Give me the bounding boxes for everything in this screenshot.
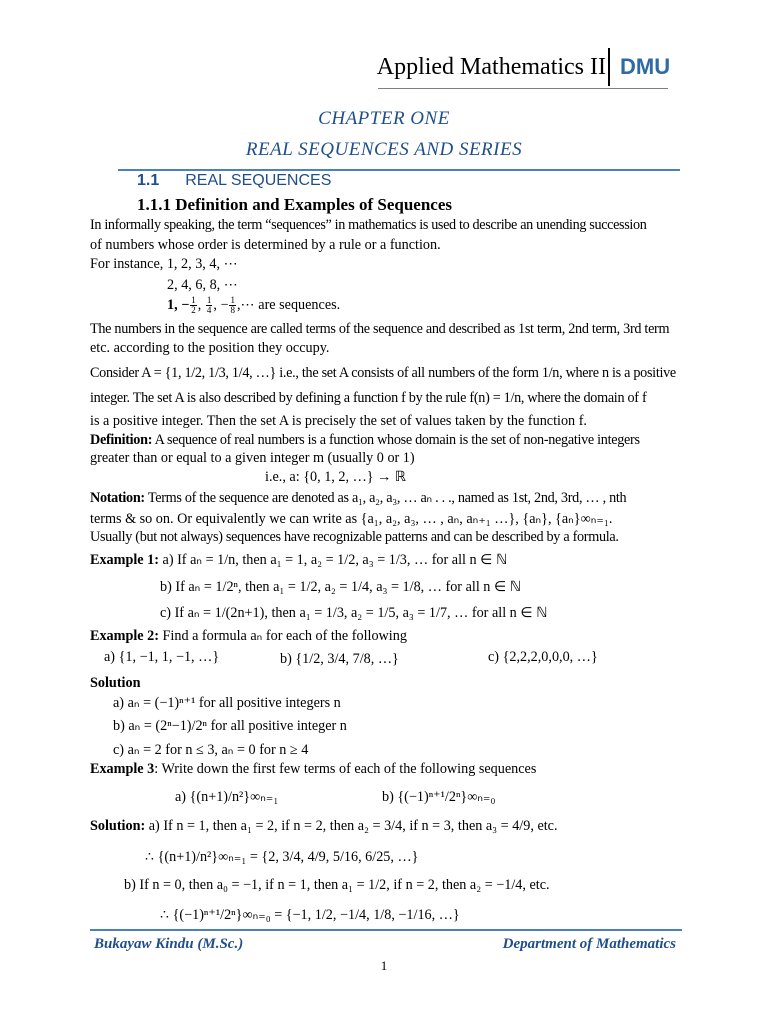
example-label: Example 1: <box>90 552 159 568</box>
solution-label: Solution: <box>90 818 146 834</box>
paragraph-line: etc. according to the position they occupy. <box>90 340 330 356</box>
chapter-title: REAL SEQUENCES AND SERIES <box>245 139 523 160</box>
chapter-rule <box>118 169 680 171</box>
section-heading <box>137 172 331 190</box>
paragraph-line: is a positive integer. Then the set A is precisely the set of values taken by the function f. <box>90 413 587 429</box>
example-label: Example 3 <box>90 761 155 777</box>
fraction: $\frac{1}{8}$ <box>230 295 235 316</box>
definition-line <box>90 431 640 449</box>
header-rule <box>378 88 668 89</box>
example-item: c) {2,2,2,0,0,0, …} <box>488 649 598 665</box>
example-item: b) {1/2, 3/4, 7/8, …} <box>280 651 399 667</box>
page-number: 1 <box>380 958 388 973</box>
example-line <box>90 760 536 778</box>
solution-line: b) If n = 0, then a₀ = −1, if n = 1, then a₁ = 1/2, if n = 2, then a₂ = −1/4, etc. <box>124 877 550 893</box>
document-title: Applied Mathematics II <box>376 54 606 80</box>
example-line <box>90 627 407 645</box>
definition-label: Definition: <box>90 432 153 448</box>
header-divider <box>608 48 610 86</box>
paragraph-line: Consider A = {1, 1/2, 1/3, 1/4, …} i.e., the set A consists of all numbers of the form 1/n, where n is a positive <box>90 365 676 381</box>
solution-result: ∴ {(n+1)/n²}∞ₙ₌₁ = {2, 3/4, 4/9, 5/16, 6/25, …} <box>145 849 419 865</box>
notation-line <box>90 489 626 507</box>
definition-text: A sequence of real numbers is a function whose domain is the set of non-negative integers <box>152 432 640 448</box>
paragraph-line: 2, 4, 6, 8, ⋯ <box>167 277 238 293</box>
example-text: a) If aₙ = 1/n, then a₁ = 1, a₂ = 1/2, a₃ = 1/3, … for all n ∈ ℕ <box>158 552 508 568</box>
solution-line: b) aₙ = (2ⁿ−1)/2ⁿ for all positive integer n <box>113 718 347 734</box>
example-item: b) {(−1)ⁿ⁺¹/2ⁿ}∞ₙ₌₀ <box>382 789 496 805</box>
seq-prefix: 1, − <box>167 297 190 313</box>
footer-rule <box>90 929 682 931</box>
solution-line: c) aₙ = 2 for n ≤ 3, aₙ = 0 for n ≥ 4 <box>113 742 309 758</box>
example-item: a) {(n+1)/n²}∞ₙ₌₁ <box>175 789 279 805</box>
notation-text: Terms of the sequence are denoted as a₁, a₂, a₃, … aₙ . . ., named as 1st, 2nd, 3rd, … , nth <box>144 490 627 506</box>
department-name: Department of Mathematics <box>502 936 676 952</box>
example-item: a) {1, −1, 1, −1, …} <box>104 649 220 665</box>
fraction: $\frac{1}{2}$ <box>191 295 196 316</box>
example-text: Find a formula aₙ for each of the following <box>158 628 407 644</box>
paragraph-line: terms & so on. Or equivalently we can write as {a₁, a₂, a₃, … , aₙ, aₙ₊₁ …}, {aₙ}, {aₙ}∞ₙ₌₁. <box>90 511 613 527</box>
sequence-example-line: 1, − $\frac{1}{2}$ , $\frac{1}{4}$ , − $\frac{1}{8}$ ,⋯ are sequences. <box>167 295 341 316</box>
example-line: b) If aₙ = 1/2ⁿ, then a₁ = 1/2, a₂ = 1/4, a₃ = 1/8, … for all n ∈ ℕ <box>160 579 522 595</box>
page-header <box>0 48 768 86</box>
example-label: Example 2: <box>90 628 159 644</box>
paragraph-line: of numbers whose order is determined by a rule or a function. <box>90 237 441 253</box>
example-line: c) If aₙ = 1/(2n+1), then a₁ = 1/3, a₂ = 1/5, a₃ = 1/7, … for all n ∈ ℕ <box>160 605 548 621</box>
chapter-number: CHAPTER ONE <box>318 108 450 129</box>
section-number: 1.1 <box>137 172 160 189</box>
example-text: : Write down the first few terms of each of the following sequences <box>154 761 537 777</box>
solution-text: a) If n = 1, then a₁ = 2, if n = 2, then a₂ = 3/4, if n = 3, then a₃ = 4/9, etc. <box>145 818 558 834</box>
paragraph-line: integer. The set A is also described by defining a function f by the rule f(n) = 1/n, where the domain of f <box>90 390 647 406</box>
author-name: Bukayaw Kindu (M.Sc.) <box>94 936 244 952</box>
formula-line: i.e., a: {0, 1, 2, …} → ℝ <box>265 469 407 485</box>
seq-tail: are sequences. <box>258 297 341 313</box>
brand-label: DMU <box>620 54 671 79</box>
notation-label: Notation: <box>90 490 145 506</box>
paragraph-line: In informally speaking, the term “sequences” in mathematics is used to describe an unending succession <box>90 217 647 233</box>
paragraph-line: For instance, 1, 2, 3, 4, ⋯ <box>90 256 238 272</box>
paragraph-line: Usually (but not always) sequences have recognizable patterns and can be described by a formula. <box>90 529 619 545</box>
example-line <box>90 551 507 569</box>
section-title: REAL SEQUENCES <box>185 172 332 189</box>
solution-line <box>90 817 558 835</box>
fraction: $\frac{1}{4}$ <box>206 295 212 316</box>
paragraph-line: The numbers in the sequence are called terms of the sequence and described as 1st term, 2nd term, 3rd term <box>90 321 670 337</box>
paragraph-line: greater than or equal to a given integer m (usually 0 or 1) <box>90 450 415 466</box>
subsection-heading: 1.1.1 Definition and Examples of Sequences <box>137 195 452 214</box>
solution-result: ∴ {(−1)ⁿ⁺¹/2ⁿ}∞ₙ₌₀ = {−1, 1/2, −1/4, 1/8, −1/16, …} <box>160 907 460 923</box>
solution-line: a) aₙ = (−1)ⁿ⁺¹ for all positive integers n <box>113 695 341 711</box>
solution-label: Solution <box>90 675 141 691</box>
